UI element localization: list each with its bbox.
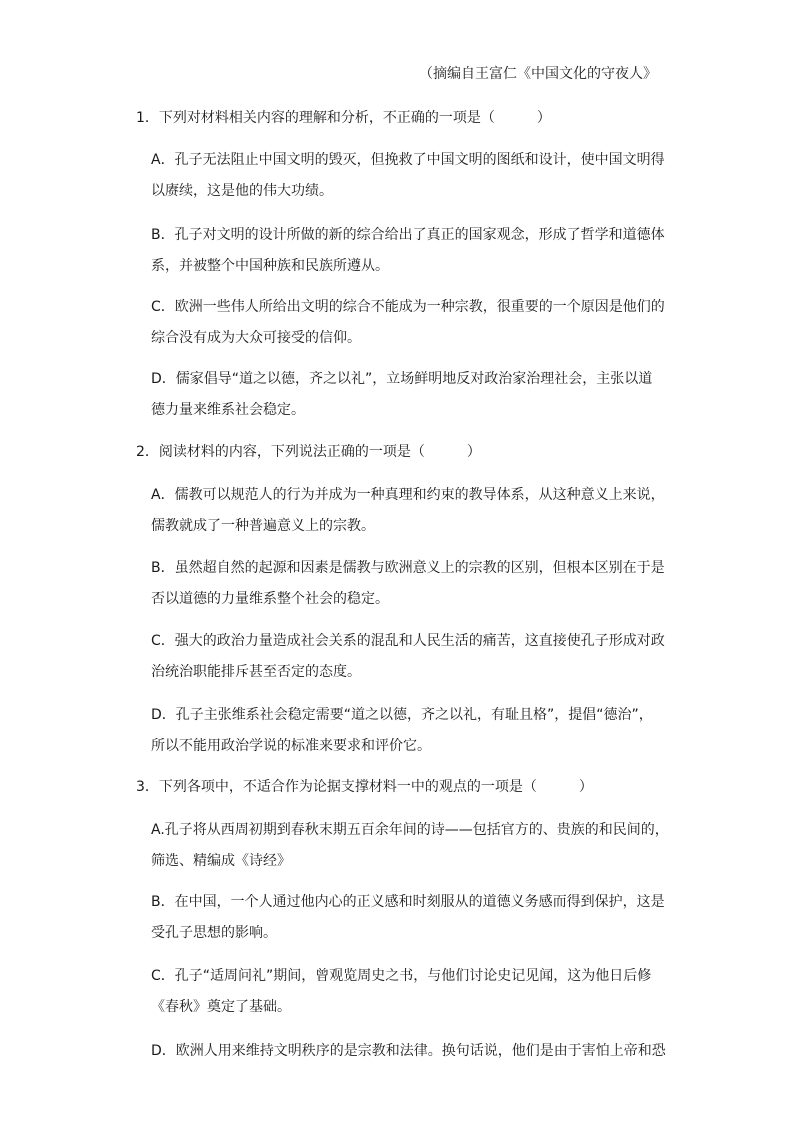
source-citation: （摘编自王富仁《中国文化的守夜人》 xyxy=(419,66,657,82)
question-1-stem: 1．下列对材料相关内容的理解和分析，不正确的一项是（ ） xyxy=(136,110,551,126)
question-2-stem: 2．阅读材料的内容，下列说法正确的一项是（ ） xyxy=(136,444,481,460)
q3-option-c-line1: C．孔子“适周问礼”期间，曾观览周史之书，与他们讨论史记见闻，这为他日后修 xyxy=(151,968,652,984)
q2-option-c-line1: C．强大的政治力量造成社会关系的混乱和人民生活的痛苦，这直接使孔子形成对政 xyxy=(151,633,665,649)
q2-option-b-line2: 否以道德的力量维系整个社会的稳定。 xyxy=(151,591,389,607)
q1-option-c-line1: C．欧洲一些伟人所给出文明的综合不能成为一种宗教，很重要的一个原因是他们的 xyxy=(151,299,665,315)
q3-option-b-line2: 受孔子思想的影响。 xyxy=(151,925,277,941)
q1-option-b-line1: B．孔子对文明的设计所做的新的综合给出了真正的国家观念，形成了哲学和道德体 xyxy=(151,227,665,243)
q2-option-d-line1: D．孔子主张维系社会稳定需要“道之以德，齐之以礼，有耻且格”，提倡“德治”， xyxy=(151,707,653,723)
q3-option-a-line2: 筛选、精编成《诗经》 xyxy=(151,853,291,869)
question-3-stem: 3．下列各项中，不适合作为论据支撑材料一中的观点的一项是（ ） xyxy=(136,779,593,795)
q3-option-a-line1: A.孔子将从西周初期到春秋末期五百余年间的诗——包括官方的、贵族的和民间的， xyxy=(151,822,669,838)
q1-option-d-line2: 德力量来维系社会稳定。 xyxy=(151,402,305,418)
q1-option-a-line1: A．孔子无法阻止中国文明的毁灭，但挽救了中国文明的图纸和设计，使中国文明得 xyxy=(151,152,665,168)
q1-option-c-line2: 综合没有成为大众可接受的信仰。 xyxy=(151,330,361,346)
q1-option-b-line2: 系，并被整个中国种族和民族所遵从。 xyxy=(151,258,389,274)
q2-option-a-line2: 儒教就成了一种普遍意义上的宗教。 xyxy=(151,518,375,534)
q3-option-b-line1: B．在中国，一个人通过他内心的正义感和时刻服从的道德义务感而得到保护，这是 xyxy=(151,894,665,910)
q1-option-d-line1: D．儒家倡导“道之以德，齐之以礼”，立场鲜明地反对政治家治理社会，主张以道 xyxy=(151,371,653,387)
q1-option-a-line2: 以赓续，这是他的伟大功绩。 xyxy=(151,183,333,199)
q3-option-d-line1: D．欧洲人用来维持文明秩序的是宗教和法律。换句话说，他们是由于害怕上帝和恐 xyxy=(151,1043,666,1059)
q2-option-b-line1: B．虽然超自然的起源和因素是儒教与欧洲意义上的宗教的区别，但根本区别在于是 xyxy=(151,560,665,576)
q3-option-c-line2: 《春秋》奠定了基础。 xyxy=(151,999,291,1015)
q2-option-d-line2: 所以不能用政治学说的标准来要求和评价它。 xyxy=(151,738,431,754)
q2-option-a-line1: A．儒教可以规范人的行为并成为一种真理和约束的教导体系，从这种意义上来说， xyxy=(151,487,665,503)
q2-option-c-line2: 治统治职能排斥甚至否定的态度。 xyxy=(151,664,361,680)
